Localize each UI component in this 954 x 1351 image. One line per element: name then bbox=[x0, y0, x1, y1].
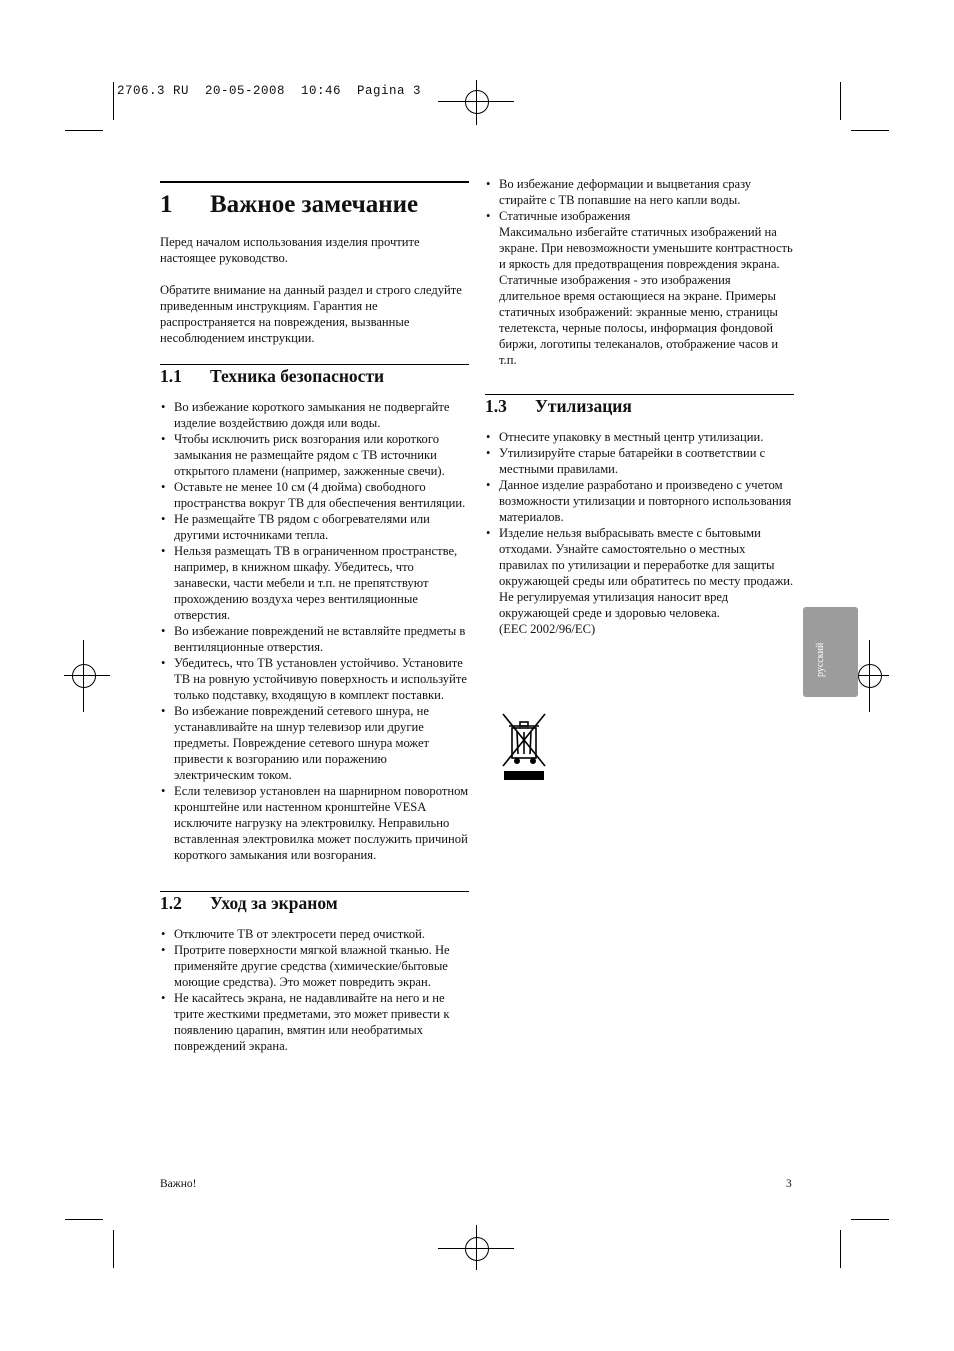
language-tab bbox=[803, 607, 858, 697]
section-heading-safety bbox=[160, 368, 469, 384]
section-title: Уход за экраном bbox=[210, 893, 338, 913]
print-slug: 2706.3 RU 20-05-2008 10:46 Pagina 3 bbox=[117, 84, 422, 98]
directive-text: (EEC 2002/96/EC) bbox=[499, 622, 596, 636]
list-item: • Во избежание короткого замыкания не подвергайте изделие воздействию дождя или воды. bbox=[160, 399, 469, 431]
list-item: • Отнесите упаковку в местный центр утилизации. bbox=[485, 429, 794, 445]
list-item: • Если телевизор установлен на шарнирном поворотном кронштейне или настенном кронштейне VESA исключите нагрузку на электровилку. Неправильно вставленная электровилка может послужить причиной короткого замыкания или возгорания. bbox=[160, 783, 469, 863]
static-images-text: Максимально избегайте статичных изображений на экране. При невозможности уменьшите контрастность и яркость для предотвращения повреждения экрана. bbox=[499, 225, 793, 271]
crop-mark bbox=[840, 82, 841, 120]
chapter-number: 1 bbox=[160, 191, 173, 218]
crop-mark bbox=[113, 1230, 114, 1268]
list-item: • Нельзя размещать ТВ в ограниченном пространстве, например, в книжном шкафу. Убедитесь, что занавески, части мебели и т.п. не препятствуют прохождению воздуха через вентиляционные отверстия. bbox=[160, 543, 469, 623]
crop-mark bbox=[65, 130, 103, 131]
list-item: • Во избежание повреждений не вставляйте предметы в вентиляционные отверстия. bbox=[160, 623, 469, 655]
list-item: • Не размещайте ТВ рядом с обогревателями или другими источниками тепла. bbox=[160, 511, 469, 543]
static-images-title: • Статичные изображения bbox=[499, 209, 631, 223]
section-rule bbox=[160, 891, 469, 892]
chapter-title: Важное замечание bbox=[210, 191, 419, 218]
chapter-heading bbox=[160, 191, 469, 218]
section-title: Утилизация bbox=[535, 396, 632, 416]
crop-mark bbox=[113, 82, 114, 120]
list-item bbox=[485, 208, 794, 368]
list-item: • Не касайтесь экрана, не надавливайте на него и не трите жесткими предметами, это может привести к появлению царапин, вмятин или необратимых повреждений экрана. bbox=[160, 990, 469, 1054]
list-item: • Протрите поверхности мягкой влажной тканью. Не применяйте другие средства (химические/бытовые моющие средства). Это может повредить экран. bbox=[160, 942, 469, 990]
intro-paragraph: Перед началом использования изделия прочтите настоящее руководство. bbox=[160, 235, 420, 265]
section-number: 1.3 bbox=[485, 396, 507, 416]
static-images-text: Статичные изображения - это изображения длительное время остающиеся на экране. Примеры статичных изображений: экранные меню, страницы телетекста, черные полосы, информация фондовой биржи, логотипы телеканалов, отображение часов и т.п. bbox=[499, 273, 779, 367]
list-item: • Данное изделие разработано и произведено с учетом возможности утилизации и повторного использования материалов. bbox=[485, 477, 794, 525]
crop-mark bbox=[840, 1230, 841, 1268]
crop-mark bbox=[65, 1219, 103, 1220]
section-rule bbox=[160, 364, 469, 365]
list-item: • Оставьте не менее 10 см (4 дюйма) свободного пространства вокруг ТВ для обеспечения вентиляции. bbox=[160, 479, 469, 511]
right-column bbox=[485, 176, 794, 637]
footer-section-label: Важно! bbox=[160, 1178, 197, 1190]
section-heading-disposal bbox=[485, 398, 794, 414]
weee-crossed-bin-icon bbox=[500, 712, 548, 782]
left-column bbox=[160, 181, 469, 1054]
crop-mark bbox=[851, 1219, 889, 1220]
list-item bbox=[485, 525, 794, 637]
list-item: • Чтобы исключить риск возгорания или короткого замыкания не размещайте рядом с ТВ источники открытого пламени (например, зажженные свечи). bbox=[160, 431, 469, 479]
section-number: 1.2 bbox=[160, 893, 182, 913]
section-title: Техника безопасности bbox=[210, 366, 385, 386]
page-number: 3 bbox=[786, 1178, 792, 1190]
chapter-rule bbox=[160, 181, 469, 183]
list-item: • Утилизируйте старые батарейки в соответствии с местными правилами. bbox=[485, 445, 794, 477]
list-item: • Во избежание деформации и выцветания сразу стирайте с ТВ попавшие на него капли воды. bbox=[485, 176, 794, 208]
section-heading-screen-care bbox=[160, 895, 469, 911]
intro-paragraph: Обратите внимание на данный раздел и строго следуйте приведенным инструкциям. Гарантия не распространяется на повреждения, вызванные несоблюдением инструкции. bbox=[160, 283, 462, 345]
screen-care-list bbox=[160, 926, 469, 1054]
disposal-text: • Изделие нельзя выбрасывать вместе с бытовыми отходами. Узнайте самостоятельно о местных правилах по утилизации и переработке для защиты окружающей среды или обратитесь по месту продажи. Не регулируемая утилизация наносит вред окружающей среде и здоровью человека. bbox=[499, 526, 794, 620]
list-item: • Отключите ТВ от электросети перед очисткой. bbox=[160, 926, 469, 942]
crop-mark bbox=[851, 130, 889, 131]
language-tab-label: русский bbox=[815, 642, 826, 677]
disposal-list bbox=[485, 429, 794, 637]
section-rule bbox=[485, 394, 794, 395]
safety-list bbox=[160, 399, 469, 863]
screen-care-list-continued bbox=[485, 176, 794, 368]
list-item: • Во избежание повреждений сетевого шнура, не устанавливайте на шнур телевизор или другие предметы. Повреждение сетевого шнура может привести к возгоранию или поражению электрическим током. bbox=[160, 703, 469, 783]
list-item: • Убедитесь, что ТВ установлен устойчиво. Установите ТВ на ровную устойчивую поверхность и используйте только подставку, входящую в комплект поставки. bbox=[160, 655, 469, 703]
section-number: 1.1 bbox=[160, 366, 182, 386]
